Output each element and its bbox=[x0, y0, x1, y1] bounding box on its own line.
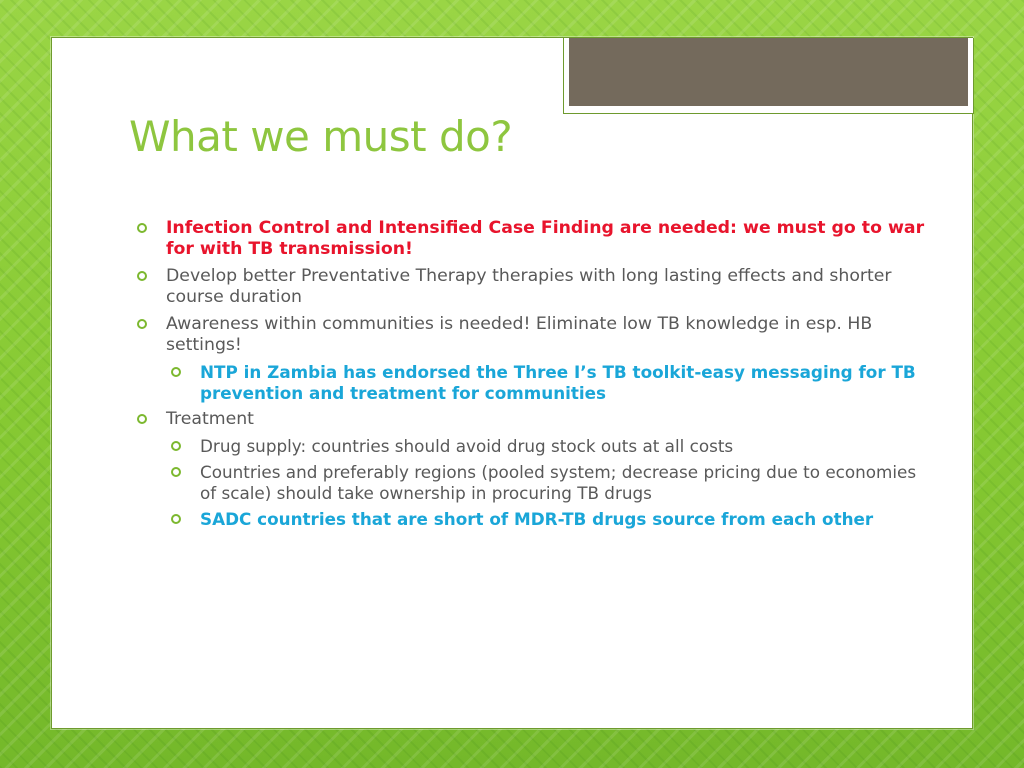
circle-outline-icon bbox=[171, 367, 181, 377]
bullet-item bbox=[171, 462, 927, 504]
bullet-item bbox=[171, 509, 927, 530]
bullet-text: Treatment bbox=[166, 409, 254, 429]
bullet-item bbox=[137, 314, 927, 356]
bullet-item bbox=[137, 409, 927, 430]
bullet-text: NTP in Zambia has endorsed the Three I’s TB toolkit-easy messaging for TB prevention and treatment for communities bbox=[200, 362, 916, 403]
circle-outline-icon bbox=[137, 223, 147, 233]
bullet-text: Drug supply: countries should avoid drug stock outs at all costs bbox=[200, 436, 734, 456]
bullet-text: Countries and preferably regions (pooled system; decrease pricing due to economies of scale) should take ownership in procuring TB drugs bbox=[200, 462, 917, 503]
circle-outline-icon bbox=[171, 441, 181, 451]
header-photo bbox=[569, 38, 968, 106]
bullet-item bbox=[171, 436, 927, 457]
bullet-text: Infection Control and Intensified Case Finding are needed: we must go to war for with TB transmission! bbox=[166, 218, 925, 259]
slide-title: What we must do? bbox=[129, 112, 513, 161]
bullet-text: SADC countries that are short of MDR-TB drugs source from each other bbox=[200, 509, 874, 529]
bullet-list bbox=[137, 218, 927, 535]
circle-outline-icon bbox=[137, 271, 147, 281]
circle-outline-icon bbox=[137, 319, 147, 329]
circle-outline-icon bbox=[137, 414, 147, 424]
circle-outline-icon bbox=[171, 514, 181, 524]
bullet-text: Awareness within communities is needed! Eliminate low TB knowledge in esp. HB settings! bbox=[166, 314, 873, 355]
bullet-item bbox=[137, 266, 927, 308]
bullet-item bbox=[137, 218, 927, 260]
bullet-item bbox=[171, 362, 927, 404]
header-photo-frame bbox=[563, 38, 974, 114]
circle-outline-icon bbox=[171, 467, 181, 477]
bullet-text: Develop better Preventative Therapy therapies with long lasting effects and shorter course duration bbox=[166, 266, 892, 307]
